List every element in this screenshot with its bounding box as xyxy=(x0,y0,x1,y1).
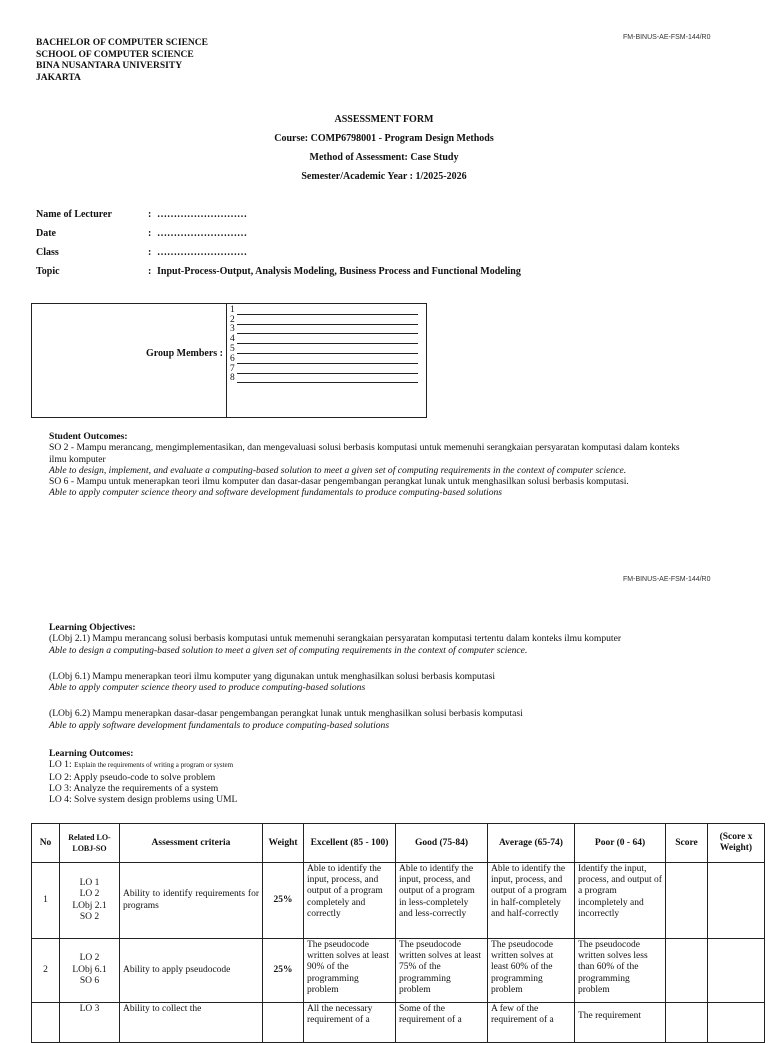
group-member-line[interactable] xyxy=(230,344,418,354)
institution-program: BACHELOR OF COMPUTER SCIENCE xyxy=(36,38,208,48)
info-colon: : xyxy=(148,247,152,258)
info-value: Input-Process-Output, Analysis Modeling, Business Process and Functional Modeling xyxy=(157,266,521,277)
spacer xyxy=(49,693,719,708)
so6-indonesian: SO 6 - Mampu untuk menerapkan teori ilmu komputer dan dasar-dasar pengembangan perangkat lunak untuk menghasilkan solusi berbasis komputasi. xyxy=(49,476,629,488)
lo1-prefix: LO 1: xyxy=(49,759,72,771)
member-number: 4 xyxy=(230,334,235,345)
member-number: 7 xyxy=(230,363,235,374)
row-weighted-cell[interactable] xyxy=(708,863,765,939)
form-code-page2: FM-BINUS-AE-FSM-144/R0 xyxy=(623,576,711,583)
row-average: Able to identify the input, process, and output of a program in half-completely and half-correctly xyxy=(488,863,575,939)
related-item: SO 6 xyxy=(79,976,100,987)
member-number: 3 xyxy=(230,324,235,335)
institution-city: JAKARTA xyxy=(36,72,81,83)
row-weighted-cell[interactable] xyxy=(708,1003,765,1043)
header-excellent: Excellent (85 - 100) xyxy=(304,824,396,863)
header-no: No xyxy=(32,824,60,863)
table-row xyxy=(32,1003,765,1043)
form-title-block xyxy=(0,114,768,190)
row-weight: 25% xyxy=(263,939,304,1003)
so2-indonesian: SO 2 - Mampu merancang, mengimplementasikan, dan mengevaluasi solusi berbasis komputasi untuk memenuhi serangkaian persyaratan komputasi dalam konteks ilmu komputer xyxy=(49,442,680,465)
row-score-cell[interactable] xyxy=(666,863,708,939)
row-poor: The pseudocode written solves less than 60% of the programming problem xyxy=(575,939,666,1003)
group-member-line[interactable] xyxy=(230,354,418,364)
row-good: Able to identify the input, process, and output of a program in less-completely and less-correctly xyxy=(396,863,488,939)
method-line: Method of Assessment: Case Study xyxy=(309,152,459,163)
row-score-cell[interactable] xyxy=(666,939,708,1003)
form-code-top: FM-BINUS-AE-FSM-144/R0 xyxy=(623,34,711,41)
header-score-weight: (Score x Weight) xyxy=(708,824,765,863)
learning-objectives-heading: Learning Objectives: xyxy=(49,622,136,633)
row-related xyxy=(60,939,120,1003)
row-good: The pseudocode written solves at least 75% of the programming problem xyxy=(396,939,488,1003)
row-average: The pseudocode written solves at least 60% of the programming problem xyxy=(488,939,575,1003)
student-outcomes-section xyxy=(49,431,699,499)
lobj61-indonesian: (LObj 6.1) Mampu menerapkan teori ilmu komputer yang digunakan untuk menghasilkan solusi berbasis komputasi xyxy=(49,670,496,682)
info-label: Date xyxy=(36,228,56,239)
spacer xyxy=(49,656,719,671)
row-no: 2 xyxy=(32,939,60,1003)
row-related xyxy=(60,1003,120,1043)
member-number: 6 xyxy=(230,353,235,364)
group-member-line[interactable] xyxy=(230,374,418,384)
group-member-line[interactable] xyxy=(230,334,418,344)
lo1-line xyxy=(49,759,699,771)
table-row xyxy=(32,939,765,1003)
related-item: SO 2 xyxy=(79,911,100,922)
row-no xyxy=(32,1003,60,1043)
row-criteria: Ability to identify requirements for programs xyxy=(120,863,263,939)
group-member-line[interactable] xyxy=(230,364,418,374)
header-score: Score xyxy=(666,824,708,863)
info-label: Topic xyxy=(36,266,60,277)
info-label: Class xyxy=(36,247,59,258)
info-colon: : xyxy=(148,228,152,239)
row-criteria: Ability to collect the xyxy=(120,1003,263,1043)
lobj21-indonesian: (LObj 2.1) Mampu merancang solusi berbasis komputasi untuk memenuhi serangkaian persyaratan komputasi tertentu dalam konteks ilmu komputer xyxy=(49,633,622,645)
row-excellent: The pseudocode written solves at least 90% of the programming problem xyxy=(304,939,396,1003)
lo1-text: Explain the requirements of writing a program or system xyxy=(74,761,234,770)
course-line: Course: COMP6798001 - Program Design Methods xyxy=(274,133,494,144)
header-weight: Weight xyxy=(263,824,304,863)
row-no: 1 xyxy=(32,863,60,939)
row-weighted-cell[interactable] xyxy=(708,939,765,1003)
row-good: Some of the requirement of a xyxy=(396,1003,488,1043)
group-member-list xyxy=(230,305,418,383)
header-criteria: Assessment criteria xyxy=(120,824,263,863)
related-item: LObj 2.1 xyxy=(72,900,107,911)
table-header-row xyxy=(32,824,765,863)
so2-english: Able to design, implement, and evaluate a computing-based solution to meet a given set of computing requirements in the context of computer science. xyxy=(49,464,627,476)
related-item: LO 2 xyxy=(79,889,100,900)
lobj62-indonesian: (LObj 6.2) Mampu menerapkan dasar-dasar pengembangan perangkat lunak untuk menghasilkan solusi berbasis komputasi xyxy=(49,708,523,720)
member-blank[interactable] xyxy=(237,382,418,383)
row-weight xyxy=(263,1003,304,1043)
group-member-line[interactable] xyxy=(230,315,418,325)
student-outcomes-heading: Student Outcomes: xyxy=(49,431,128,442)
row-excellent: Able to identify the input, process, and output of a program completely and correctly xyxy=(304,863,396,939)
group-member-line[interactable] xyxy=(230,325,418,335)
group-divider xyxy=(226,304,227,417)
institution-university: BINA NUSANTARA UNIVERSITY xyxy=(36,61,183,71)
related-item: LO 2 xyxy=(79,953,100,964)
header-average: Average (65-74) xyxy=(488,824,575,863)
lobj61-english: Able to apply computer science theory used to produce computing-based solutions xyxy=(49,682,366,694)
lobj62-english: Able to apply software development fundamentals to produce computing-based solutions xyxy=(49,719,390,731)
related-item: LO 3 xyxy=(79,1004,100,1014)
learning-objectives-section xyxy=(49,622,719,731)
info-colon: : xyxy=(148,266,152,277)
row-poor: The requirement xyxy=(575,1003,666,1043)
row-weight: 25% xyxy=(263,863,304,939)
member-number: 5 xyxy=(230,343,235,354)
info-value[interactable]: ……………………… xyxy=(157,209,247,220)
form-heading: ASSESSMENT FORM xyxy=(334,114,434,125)
learning-outcomes-heading: Learning Outcomes: xyxy=(49,748,134,759)
lobj21-english: Able to design a computing-based solution to meet a given set of computing requirements in the context of computer science. xyxy=(49,644,528,656)
institution-school: SCHOOL OF COMPUTER SCIENCE xyxy=(36,49,194,60)
member-number: 2 xyxy=(230,314,235,325)
info-value[interactable]: ……………………… xyxy=(157,247,247,258)
header-good: Good (75-84) xyxy=(396,824,488,863)
info-value[interactable]: ……………………… xyxy=(157,228,247,239)
header-poor: Poor (0 - 64) xyxy=(575,824,666,863)
institution-header xyxy=(36,38,208,84)
info-label: Name of Lecturer xyxy=(36,209,112,220)
lo2-line: LO 2: Apply pseudo-code to solve problem xyxy=(49,771,216,783)
semester-line: Semester/Academic Year : 1/2025-2026 xyxy=(301,171,467,182)
member-number: 8 xyxy=(230,373,235,384)
related-item: LO 1 xyxy=(79,877,100,888)
row-poor: Identify the input, process, and output of a program incompletely and incorrectly xyxy=(575,863,666,939)
info-colon: : xyxy=(148,209,152,220)
header-related: Related LO-LOBJ-SO xyxy=(60,824,120,863)
lo3-line: LO 3: Analyze the requirements of a system xyxy=(49,782,219,794)
group-member-line[interactable] xyxy=(230,305,418,315)
row-criteria: Ability to apply pseudocode xyxy=(120,939,263,1003)
assessment-table xyxy=(31,823,765,1043)
member-number: 1 xyxy=(230,304,235,315)
learning-outcomes-section xyxy=(49,748,699,805)
group-members-label: Group Members : xyxy=(145,348,223,359)
related-item: LObj 6.1 xyxy=(72,964,107,975)
table-row xyxy=(32,863,765,939)
lo4-line: LO 4: Solve system design problems using UML xyxy=(49,794,238,806)
row-average: A few of the requirement of a xyxy=(488,1003,575,1043)
so6-english: Able to apply computer science theory and software development fundamentals to produce computing-based solutions xyxy=(49,487,503,499)
row-related xyxy=(60,863,120,939)
row-score-cell[interactable] xyxy=(666,1003,708,1043)
group-members-box xyxy=(31,303,427,418)
row-excellent: All the necessary requirement of a xyxy=(304,1003,396,1043)
